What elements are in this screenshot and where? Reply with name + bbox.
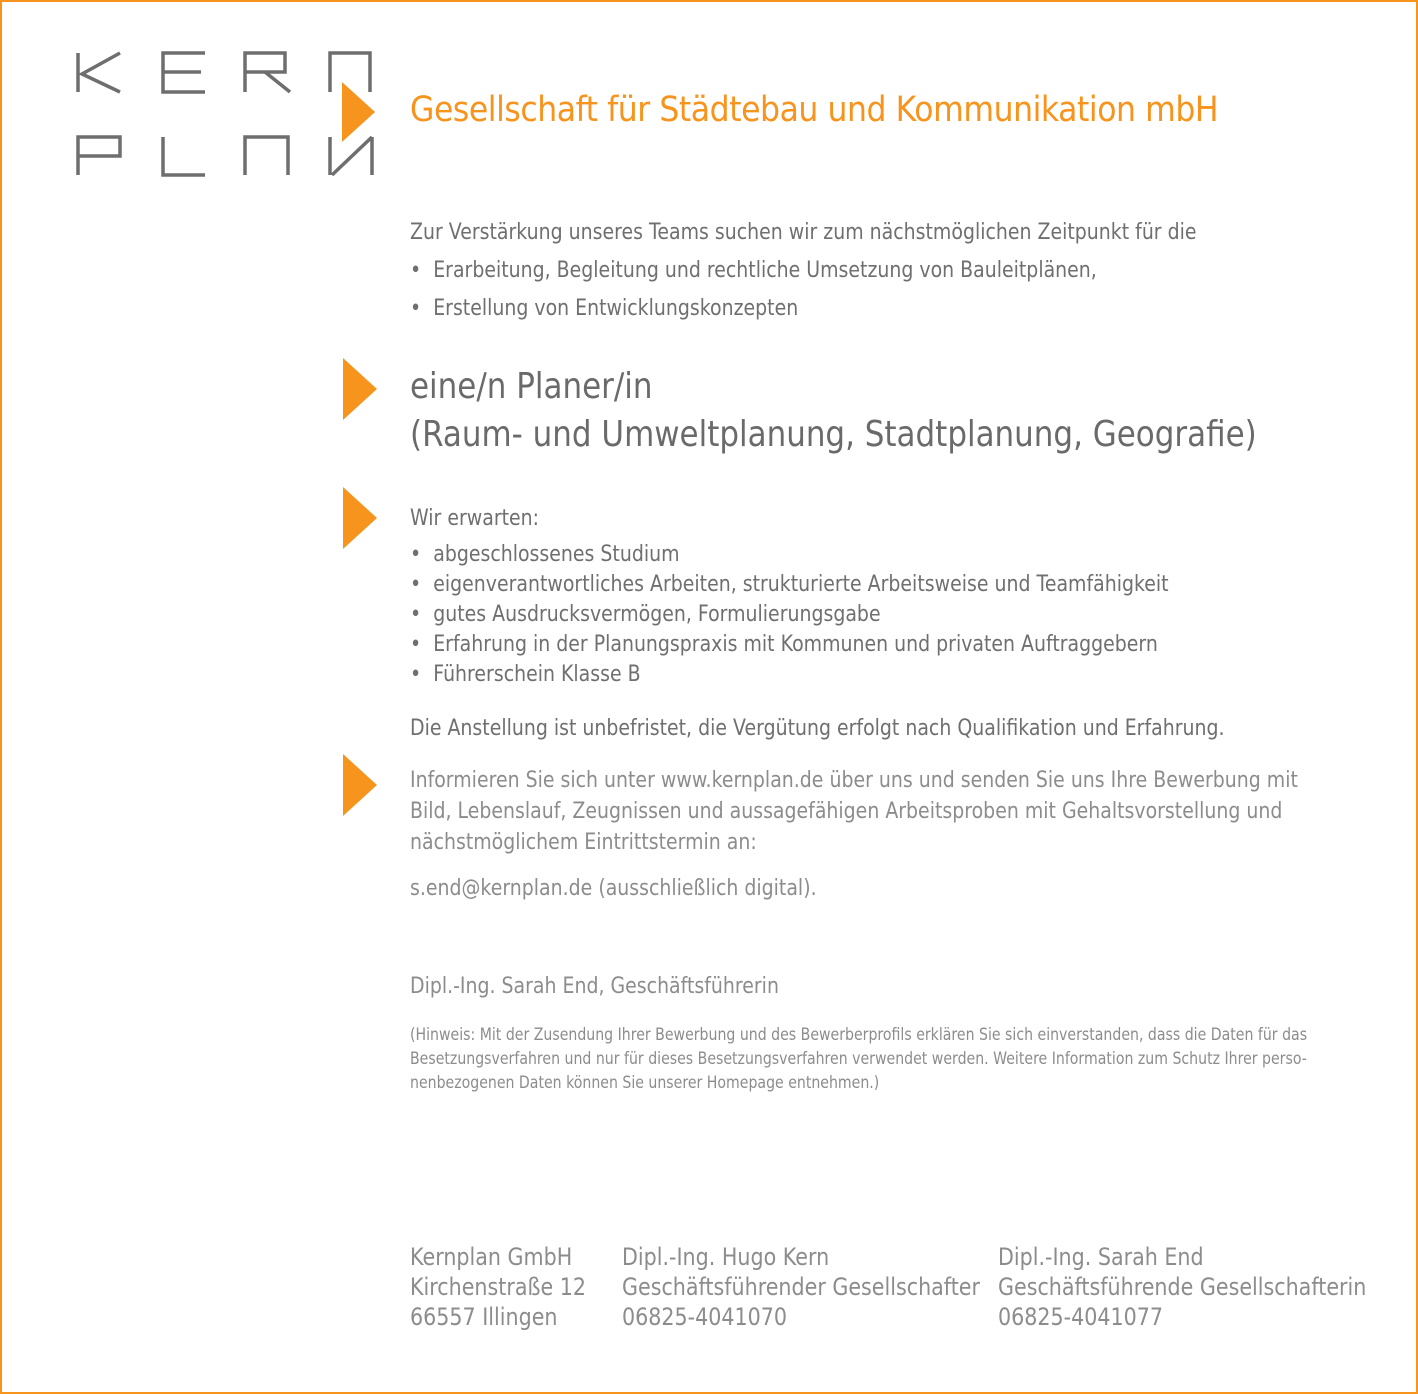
expectations-heading: Wir erwarten:	[410, 506, 540, 531]
privacy-notice: (Hinweis: Mit der Zusendung Ihrer Bewerbung und des Bewerberprofils erklären Sie sich einverstanden, dass die Daten für das	[410, 1025, 1308, 1045]
arrow-icon	[343, 358, 377, 420]
expectation-item: • Erfahrung in der Planungspraxis mit Kommunen und privaten Auftraggebern	[410, 632, 1158, 657]
kernplan-logo	[70, 40, 390, 190]
footer-company	[410, 1242, 586, 1332]
footer-line: Geschäftsführende Gesellschafterin	[998, 1273, 1367, 1301]
privacy-notice: nenbezogenen Daten können Sie unserer Homepage entnehmen.)	[410, 1073, 880, 1093]
expectation-item: • abgeschlossenes Studium	[410, 542, 680, 567]
footer-line: Dipl.-Ing. Hugo Kern	[622, 1243, 830, 1271]
expectation-item: • gutes Ausdrucksvermögen, Formulierungsgabe	[410, 602, 881, 627]
footer-contact-hugo-kern	[622, 1242, 980, 1332]
intro-bullet: • Erstellung von Entwicklungskonzepten	[410, 296, 799, 321]
signature: Dipl.-Ing. Sarah End, Geschäftsführerin	[410, 974, 779, 999]
footer-line: 66557 Illingen	[410, 1303, 558, 1331]
footer-line: 06825-4041077	[998, 1303, 1164, 1331]
footer-contact-sarah-end	[998, 1242, 1366, 1332]
intro-bullet: • Erarbeitung, Begleitung und rechtliche Umsetzung von Bauleitplänen,	[410, 258, 1097, 283]
arrow-icon	[343, 487, 377, 549]
application-text: Bild, Lebenslauf, Zeugnissen und aussagefähigen Arbeitsproben mit Gehaltsvorstellung und	[410, 799, 1283, 824]
footer-line: Kirchenstraße 12	[410, 1273, 587, 1301]
privacy-notice: Besetzungsverfahren und nur für dieses Besetzungsverfahren verwendet werden. Weitere Information zum Schutz Ihrer perso-	[410, 1049, 1307, 1069]
footer-line: Geschäftsführender Gesellschafter	[622, 1273, 980, 1301]
application-text: nächstmöglichem Eintrittstermin an:	[410, 830, 757, 855]
expectation-item: • eigenverantwortliches Arbeiten, strukturierte Arbeitsweise und Teamfähigkeit	[410, 572, 1169, 597]
intro-text: Zur Verstärkung unseres Teams suchen wir zum nächstmöglichen Zeitpunkt für die	[410, 220, 1197, 245]
footer-line: Kernplan GmbH	[410, 1243, 573, 1271]
position-title: eine/n Planer/in	[410, 366, 653, 407]
expectation-item: • Führerschein Klasse B	[410, 662, 641, 687]
employment-text: Die Anstellung ist unbefristet, die Vergütung erfolgt nach Qualifikation und Erfahrung.	[410, 716, 1225, 741]
application-email: s.end@kernplan.de (ausschließlich digital).	[410, 876, 817, 901]
footer-line: Dipl.-Ing. Sarah End	[998, 1243, 1204, 1271]
position-subtitle: (Raum- und Umweltplanung, Stadtplanung, Geografie)	[410, 414, 1257, 455]
company-name: Gesellschaft für Städtebau und Kommunikation mbH	[410, 90, 1219, 130]
application-text: Informieren Sie sich unter www.kernplan.de über uns und senden Sie uns Ihre Bewerbung mit	[410, 768, 1298, 793]
footer-line: 06825-4041070	[622, 1303, 788, 1331]
arrow-icon	[343, 754, 377, 816]
